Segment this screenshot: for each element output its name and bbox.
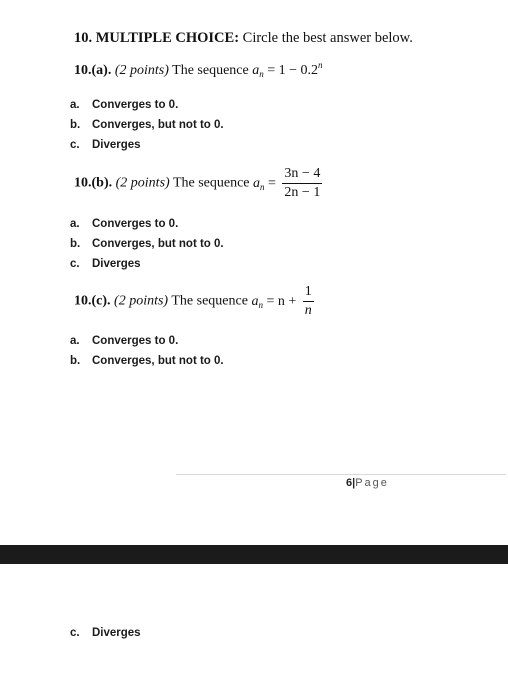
option-letter: c. <box>70 627 80 639</box>
option-letter: b. <box>70 238 81 250</box>
question-prefix: The sequence <box>172 63 249 78</box>
question-number: 10.(b). <box>74 175 113 191</box>
question-number: 10.(c). <box>74 293 111 309</box>
sequence-formula: $a_n$ = $\frac{3n - 4}{2n - 1}$ <box>253 166 321 200</box>
question-points: (2 points) <box>114 63 169 78</box>
option-text: Converges to 0. <box>92 99 179 111</box>
page-separator: | <box>352 477 356 489</box>
fraction-denominator: n <box>304 303 312 318</box>
question-number: 10.(a). <box>74 63 112 78</box>
option-text: Converges to 0. <box>92 335 179 347</box>
fraction <box>303 284 314 319</box>
section-number: 10. <box>74 30 93 46</box>
option-letter: a. <box>70 335 80 347</box>
option-text: Diverges <box>92 627 141 639</box>
page-break-band <box>0 545 508 564</box>
option-a[interactable] <box>70 335 178 347</box>
option-c[interactable] <box>70 258 141 270</box>
question-10b <box>74 166 322 201</box>
question-points: (2 points) <box>114 293 169 309</box>
section-instruction: Circle the best answer below. <box>242 30 413 46</box>
footer-divider <box>176 474 506 475</box>
sequence-formula: $a_n = 1 - 0.2^n$ <box>252 60 323 79</box>
option-text: Converges to 0. <box>92 218 179 230</box>
option-a[interactable] <box>70 218 178 230</box>
page-number: 6 <box>346 477 353 489</box>
page-footer <box>346 477 389 489</box>
fraction-denominator: 2n − 1 <box>284 185 321 200</box>
option-b[interactable] <box>70 119 224 131</box>
question-10c <box>74 284 314 319</box>
option-letter: c. <box>70 258 80 270</box>
option-text: Diverges <box>92 139 141 151</box>
option-letter: b. <box>70 355 81 367</box>
option-text: Diverges <box>92 258 141 270</box>
fraction-numerator: 1 <box>304 284 312 299</box>
option-b[interactable] <box>70 238 224 250</box>
fraction <box>282 166 322 201</box>
sequence-formula: $a_n = n$ + $\frac{1}{n}$ <box>251 284 312 318</box>
option-c[interactable] <box>70 627 141 639</box>
option-c[interactable] <box>70 139 141 151</box>
option-letter: b. <box>70 119 81 131</box>
section-title: MULTIPLE CHOICE: <box>95 30 240 46</box>
section-heading <box>74 30 413 47</box>
option-letter: c. <box>70 139 80 151</box>
option-text: Converges, but not to 0. <box>92 119 224 131</box>
page-label: Page <box>355 477 389 489</box>
option-a[interactable] <box>70 99 178 111</box>
question-10a <box>74 60 323 79</box>
question-prefix: The sequence <box>171 293 248 309</box>
question-prefix: The sequence <box>172 175 250 191</box>
option-letter: a. <box>70 99 80 111</box>
fraction-numerator: 3n − 4 <box>284 166 321 181</box>
option-text: Converges, but not to 0. <box>92 355 224 367</box>
option-b[interactable] <box>70 355 224 367</box>
option-letter: a. <box>70 218 80 230</box>
option-text: Converges, but not to 0. <box>92 238 224 250</box>
question-points: (2 points) <box>115 175 170 191</box>
